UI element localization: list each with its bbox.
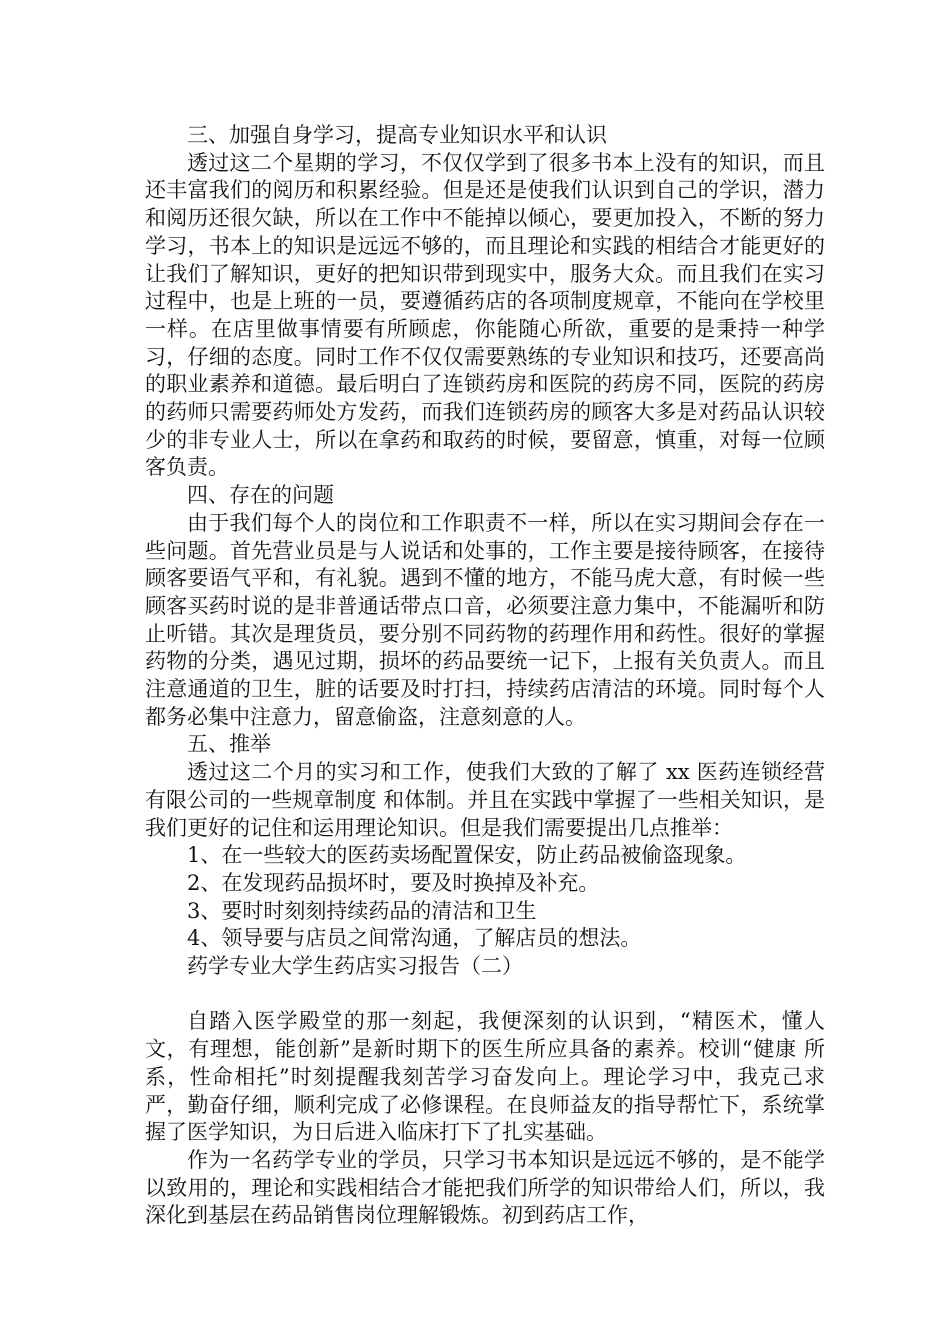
- blank-line: [145, 981, 825, 1009]
- body-paragraph: 透过这二个月的实习和工作，使我们大致的了解了 xx 医药连锁经营有限公司的一些规章制度 和体制。并且在实践中掌握了一些相关知识，是我们更好的记住和运用理论知识。但是我们需要提出几点推举：: [145, 760, 825, 840]
- body-paragraph: 作为一名药学专业的学员，只学习书本知识是远远不够的，是不能学以致用的，理论和实践相结合才能把我们所学的知识带给人们，所以，我深化到基层在药品销售岗位理解锻炼。初到药店工作，: [145, 1148, 825, 1228]
- list-item: 1、在一些较大的医药卖场配置保安，防止药品被偷盗现象。: [187, 843, 747, 868]
- section-heading-3: 三、加强自身学习，提高专业知识水平和认识: [187, 123, 607, 147]
- list-item: 4、领导要与店员之间常沟通，了解店员的想法。: [187, 926, 642, 951]
- section-heading-5: 五、推举: [187, 732, 271, 757]
- body-paragraph: 透过这二个星期的学习，不仅仅学到了很多书本上没有的知识，而且还丰富我们的阅历和积累经验。但是还是使我们认识到自己的学识，潜力和阅历还很欠缺，所以在工作中不能掉以倾心，要更加投入，不断的努力学习，书本上的知识是远远不够的，而且理论和实践的相结合才能更好的让我们了解知识，更好的把知识带到现实中，服务大众。而且我们在实习过程中，也是上班的一员，要遵循药店的各项制度规章，不能向在学校里一样。在店里做事情要有所顾虑，你能随心所欲，重要的是秉持一种学习，仔细的态度。同时工作不仅仅需要熟练的专业知识和技巧，还要高尚的职业素养和道德。最后明白了连锁药房和医院的药房不同，医院的药房的药师只需要药师处方发药，而我们连锁药房的顾客大多是对药品认识较少的非专业人士，所以在拿药和取药的时候，要留意，慎重，对每一位顾客负责。: [145, 150, 825, 480]
- document-body: [145, 122, 825, 1230]
- body-paragraph: 自踏入医学殿堂的那一刻起，我便深刻的认识到，“精医术，懂人文，有理想，能创新”是新时期下的医生所应具备的素养。校训“健康 所系，性命相托”时刻提醒我刻苦学习奋发向上。理论学习中，我克己求严，勤奋仔细，顺利完成了必修课程。在良师益友的指导帮忙下，系统掌握了医学知识，为日后进入临床打下了扎实基础。: [145, 1009, 825, 1145]
- report-title: 药学专业大学生药店实习报告（二）: [187, 954, 523, 979]
- body-paragraph: 由于我们每个人的岗位和工作职责不一样，所以在实习期间会存在一些问题。首先营业员是与人说话和处事的，工作主要是接待顾客，在接待顾客要语气平和，有礼貌。遇到不懂的地方，不能马虎大意，有时候一些顾客买药时说的是非普通话带点口音，必须要注意力集中，不能漏听和防止听错。其次是理货员，要分别不同药物的药理作用和药性。很好的掌握药物的分类，遇见过期，损坏的药品要统一记下，上报有关负责人。而且注意通道的卫生，脏的话要及时打扫，持续药店清洁的环境。同时每个人都务必集中注意力，留意偷盗，注意刻意的人。: [145, 510, 825, 729]
- list-item: 2、在发现药品损坏时，要及时换掉及补充。: [187, 870, 600, 895]
- section-heading-4: 四、存在的问题: [187, 483, 334, 508]
- list-item: 3、要时时刻刻持续药品的清洁和卫生: [187, 898, 537, 923]
